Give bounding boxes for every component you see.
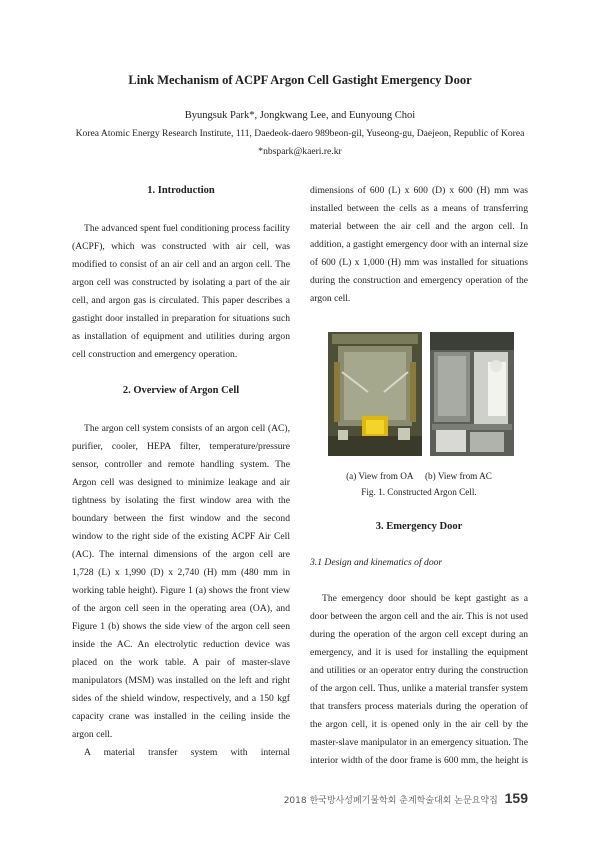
section-heading-overview: 2. Overview of Argon Cell (122, 385, 240, 396)
footer-proceedings-text: 2018 한국방사성폐기물학회 춘계학술대회 논문요약집 (283, 796, 498, 806)
overview-paragraph-2-continued: dimensions of 600 (L) x 600 (D) x 600 (H) mm was installed between the cells as a means of transferring material between the air cell and the argon cell. In addition, a gastight emergency door with an internal size of 600 (L) x 1,000 (H) mm was installed for situations during the construction and emergency operation of the argon cell. (310, 185, 528, 304)
figure-1 (310, 332, 528, 460)
subcaption-a: (a) View from OA (346, 471, 414, 481)
figure-subcaptions (310, 468, 528, 484)
paper-title: Link Mechanism of ACPF Argon Cell Gastight Emergency Door (128, 73, 472, 87)
author-email: *nbspark@kaeri.re.kr (258, 146, 342, 157)
section-heading-emergency-door: 3. Emergency Door (375, 521, 463, 532)
page-number: 159 (504, 790, 528, 806)
photo-view-from-oa (328, 332, 422, 456)
authors: Byungsuk Park*, Jongkwang Lee, and Eunyoung Choi (184, 110, 416, 121)
left-column (72, 182, 290, 762)
right-column (310, 182, 528, 770)
page-footer (284, 790, 528, 806)
subsection-heading-design: 3.1 Design and kinematics of door (310, 557, 443, 568)
section-heading-introduction: 1. Introduction (147, 185, 215, 196)
figure-caption: Fig. 1. Constructed Argon Cell. (361, 487, 477, 497)
emergency-door-paragraph: The emergency door should be kept gastight as a door between the argon cell and the air. This is not used during the operation of the argon cell except during an emergency, and it is used for installing the equipment and utilities or an operator entry during the construction of the argon cell. Thus, unlike a material transfer system that transfers process materials during the operation of the argon cell, it is opened only in the air cell by the master-slave manipulator in an emergency situation. The interior width of the door frame is 600 mm, the height is (310, 593, 528, 766)
photo-view-from-ac (430, 332, 514, 456)
overview-paragraph: The argon cell system consists of an argon cell (AC), purifier, cooler, HEPA filter, temperature/pressure sensor, controller and remote handling system. The Argon cell was designed to minimize leakage and air tightness by isolating the first window area with the boundary between the first window and the second window to the right side of the existing ACPF Air Cell (AC). The internal dimensions of the argon cell are 1,728 (L) x 1,990 (D) x 2,740 (H) mm (480 mm in working table height). Figure 1 (a) shows the front view of the argon cell seen in the operating area (OA), and Figure 1 (b) shows the side view of the argon cell seen inside the AC. An electrolytic reduction device was placed on the work table. A pair of master-slave manipulators (MSM) was installed on the left and right sides of the shield window, respectively, and a 150 kgf capacity crane was installed in the ceiling inside the argon cell. (72, 423, 290, 740)
overview-paragraph-2: A material transfer system with internal (84, 747, 290, 758)
introduction-paragraph: The advanced spent fuel conditioning process facility (ACPF), which was constructed with air cell, was modified to consist of an air cell and an argon cell. The argon cell was constructed by isolating a part of the air cell, and argon gas is circulated. This paper describes a gastight door installed in preparation for situations such as installation of equipment and utilities during argon cell construction and emergency operation. (72, 223, 290, 360)
affiliation: Korea Atomic Energy Research Institute, 111, Daedeok-daero 989beon-gil, Yuseong-gu, Daejeon, Republic of Korea (75, 128, 525, 139)
subcaption-b: (b) View from AC (424, 471, 492, 481)
